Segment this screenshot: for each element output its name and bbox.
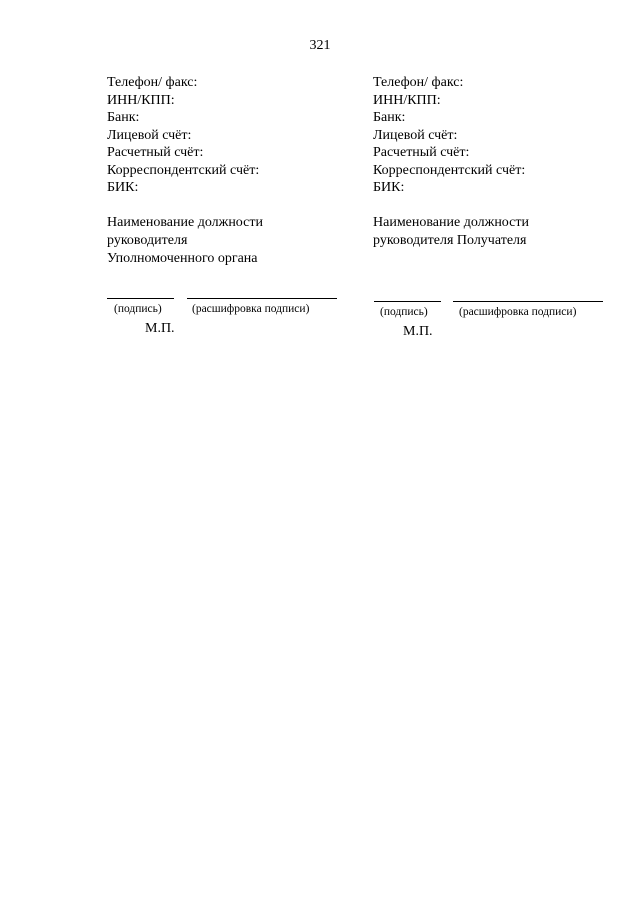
bank-label: Банк: <box>373 110 406 125</box>
right-stamp-place: М.П. <box>403 324 433 339</box>
personal-account-label: Лицевой счёт: <box>107 127 192 143</box>
position-line: Наименование должности <box>107 214 263 230</box>
correspondent-account-label: Корреспондентский счёт: <box>107 162 260 178</box>
head-position-title <box>107 214 347 268</box>
left-stamp-place: М.П. <box>145 321 175 336</box>
personal-account-label: Лицевой счёт: <box>373 127 458 143</box>
phone-fax-label: Телефон/ факс: <box>373 75 464 90</box>
right-decoding-caption: (расшифровка подписи) <box>459 306 577 318</box>
right-decoding-line <box>453 301 603 302</box>
bank-label: Банк: <box>107 110 140 125</box>
position-line: Наименование должности <box>373 214 529 230</box>
left-decoding-caption: (расшифровка подписи) <box>192 303 310 315</box>
phone-fax-label: Телефон/ факс: <box>107 75 198 90</box>
position-line: Уполномоченного органа <box>107 250 258 266</box>
correspondent-account-label: Корреспондентский счёт: <box>373 162 526 178</box>
inn-kpp-label: ИНН/КПП: <box>373 92 441 108</box>
inn-kpp-label: ИНН/КПП: <box>107 92 175 108</box>
bik-label: БИК: <box>107 180 139 195</box>
recipient-requisites <box>373 74 613 250</box>
left-decoding-line <box>187 298 337 299</box>
position-line: руководителя Получателя <box>373 232 527 248</box>
left-signature-caption: (подпись) <box>114 303 162 315</box>
settlement-account-label: Расчетный счёт: <box>373 145 470 160</box>
page-number: 321 <box>309 38 331 53</box>
head-position-title <box>373 214 613 250</box>
right-signature-line <box>374 301 441 302</box>
left-signature-line <box>107 298 174 299</box>
settlement-account-label: Расчетный счёт: <box>107 145 204 160</box>
authorized-body-requisites <box>107 74 347 268</box>
bik-label: БИК: <box>373 180 405 195</box>
position-line: руководителя <box>107 232 188 248</box>
right-signature-caption: (подпись) <box>380 306 428 318</box>
